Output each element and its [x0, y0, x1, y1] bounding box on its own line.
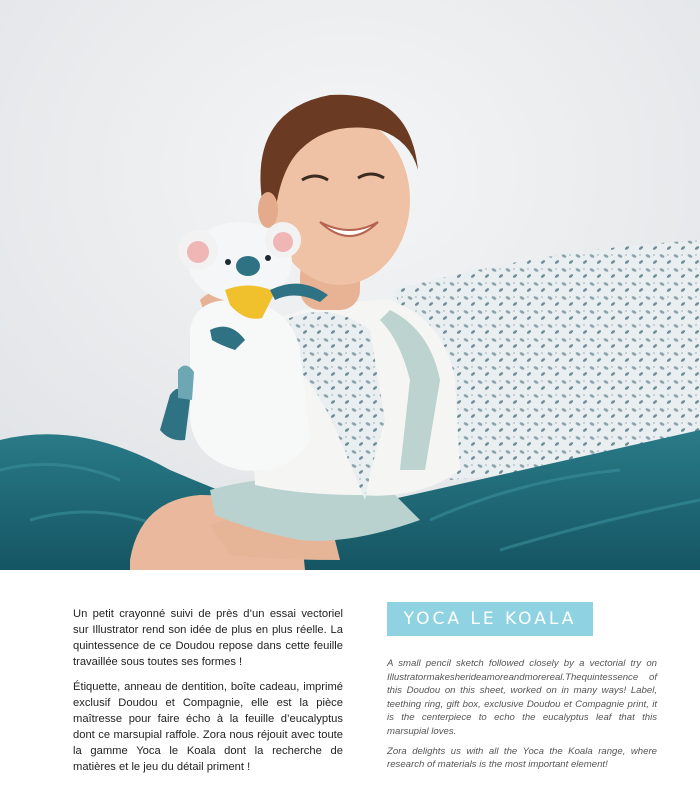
- french-paragraph-1: Un petit crayonné suivi de près d’un essai vectoriel sur Illustrator rend son idée de plus en plus réelle. La quintessence de ce Doudou repose dans cette feuille travaillée sous toutes ses formes !: [73, 608, 343, 668]
- english-paragraph-2: Zora delights us with all the Yoca the Koala range, where research of materials is the most important element!: [387, 745, 657, 771]
- title-banner: [387, 602, 593, 636]
- english-text-column: [387, 657, 657, 778]
- product-title: YOCA LE KOALA: [403, 609, 577, 629]
- english-paragraph-1: A small pencil sketch followed closely by a vectorial try on Illustratormakesherideamoreandmorereal.Thequintessence of this Doudou on this sheet, worked on in many ways! Label, teething ring, gift box, exclusive Doudou et Compagnie print, it is the centerpiece to echo the eucalyptus leaf that this marsupial loves.: [387, 658, 657, 737]
- french-text-column: [73, 606, 343, 784]
- french-paragraph-2: Étiquette, anneau de dentition, boîte cadeau, imprimé exclusif Doudou et Compagnie, elle est la pièce maîtresse pour faire écho à la feuille d’eucalyptus dont ce marsupial raffole. Zora nous réjouit avec toute la gamme Yoca le Koala dont la recherche de matières et le jeu du détail priment !: [73, 681, 343, 773]
